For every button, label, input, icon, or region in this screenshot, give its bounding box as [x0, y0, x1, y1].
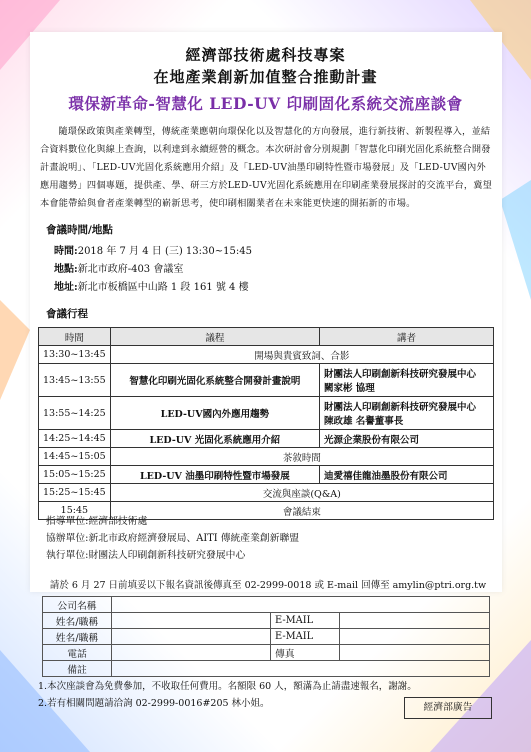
- row-topic: 開場與貴賓致詞、合影: [110, 346, 493, 364]
- name-title-label: 姓名/職稱: [43, 629, 112, 645]
- row-time: 13:55~14:25: [39, 397, 111, 430]
- agenda-table: [38, 327, 494, 520]
- row-speaker-name: 闕家彬 協理: [324, 383, 375, 394]
- name-title-field-1[interactable]: [112, 613, 271, 629]
- meeting-info: [54, 243, 252, 297]
- row-topic: 智慧化印刷光固化系統整合開發計畫說明: [110, 364, 319, 397]
- note-field[interactable]: [112, 661, 490, 677]
- place-label: 地點:: [54, 264, 78, 275]
- row-topic: LED-UV 光固化系統應用介紹: [110, 430, 319, 448]
- table-row: [39, 364, 494, 397]
- notes: [38, 678, 417, 712]
- row-topic: 會議結束: [110, 502, 493, 520]
- phone-label: 電話: [43, 645, 112, 661]
- row-time: 13:30~13:45: [39, 346, 111, 364]
- event-title: 環保新革命-智慧化 LED-UV 印刷固化系統交流座談會: [68, 94, 463, 113]
- exec-unit: 執行單位:財團法人印刷創新科技研究發展中心: [46, 550, 246, 561]
- row-speaker-org: 財團法人印刷創新科技研究發展中心: [324, 369, 477, 380]
- company-label: 公司名稱: [43, 597, 112, 613]
- time-label: 時間:: [54, 246, 78, 257]
- guide-unit: 指導單位:經濟部技術處: [46, 516, 148, 527]
- row-time: 14:45~15:05: [39, 448, 111, 466]
- agenda-heading: 會議行程: [46, 308, 88, 320]
- table-row: [39, 466, 494, 484]
- note-2: 2.若有相關問題請洽詢 02-2999-0016#205 林小姐。: [38, 698, 270, 709]
- phone-field[interactable]: [112, 645, 271, 661]
- row-speaker-org: 光源企業股份有限公司: [320, 430, 494, 448]
- row-topic: LED-UV國內外應用趨勢: [110, 397, 319, 430]
- registration-form: [42, 596, 490, 677]
- meeting-place: 新北市政府-403 會議室: [77, 264, 184, 275]
- email-label: E-MAIL: [271, 613, 340, 629]
- name-title-label: 姓名/職稱: [43, 613, 112, 629]
- email-field-2[interactable]: [340, 629, 490, 645]
- row-topic: LED-UV 油墨印刷特性暨市場發展: [110, 466, 319, 484]
- fax-field[interactable]: [340, 645, 490, 661]
- advertisement-stamp: 經濟部廣告: [404, 697, 492, 719]
- organizer-units: [46, 513, 299, 564]
- intro-paragraph: 隨環保政策與產業轉型，傳統產業應朝向環保化以及智慧化的方向發展，進行新技術、新製程導入，並結合資料數位化與線上查詢，以利達到永續經營的概念。本次研討會分別規劃「智慧化印刷光固化系統整合開發計畫說明」、「LED-UV光固化系統應用介紹」及「LED-UV油墨印刷特性暨市場發展」及「LED-UV國內外應用趨勢」四個專題，提供產、學、研三方於LED-UV光固化系統應用在印刷產業發展探討的交流平台，冀望本會能帶給與會者產業轉型的嶄新思考，使印刷相關業者在未來能更快速的開拓新的市場。: [40, 126, 493, 209]
- note-1: 1.本次座談會為免費參加，不收取任何費用。名額限 60 人，額滿為止請盡速報名，謝謝。: [38, 681, 417, 692]
- table-row: [39, 430, 494, 448]
- row-speaker-org: 財團法人印刷創新科技研究發展中心: [324, 402, 477, 413]
- table-row: [39, 448, 494, 466]
- fax-label: 傳真: [271, 645, 340, 661]
- note-label: 備註: [43, 661, 112, 677]
- row-topic: 交流與座談(Q&A): [110, 484, 493, 502]
- row-time: 15:25~15:45: [39, 484, 111, 502]
- email-label: E-MAIL: [271, 629, 340, 645]
- company-field[interactable]: [112, 597, 490, 613]
- row-speaker-org: 迪愛禧佳龍油墨股份有限公司: [320, 466, 494, 484]
- row-time: 15:45: [39, 502, 111, 520]
- col-speaker: 講者: [320, 328, 494, 346]
- col-time: 時間: [39, 328, 111, 346]
- email-field-1[interactable]: [340, 613, 490, 629]
- table-row: [39, 346, 494, 364]
- meeting-address: 新北市板橋區中山路 1 段 161 號 4 樓: [77, 282, 249, 293]
- row-time: 13:45~13:55: [39, 364, 111, 397]
- meeting-time: 2018 年 7 月 4 日 (三) 13:30~15:45: [77, 246, 252, 257]
- col-topic: 議程: [110, 328, 319, 346]
- addr-label: 地址:: [54, 282, 78, 293]
- table-row: [39, 397, 494, 430]
- program-line2: 在地產業創新加值整合推動計畫: [153, 68, 378, 86]
- program-line1: 經濟部技術處科技專案: [185, 46, 346, 64]
- row-speaker-name: 陳政雄 名譽董事長: [324, 416, 404, 427]
- row-time: 15:05~15:25: [39, 466, 111, 484]
- row-topic: 茶敘時間: [110, 448, 493, 466]
- registration-instructions: 請於 6 月 27 日前填妥以下報名資訊後傳真至 02-2999-0018 或 E-mail 回傳至 amylin@ptri.org.tw: [49, 580, 487, 591]
- meeting-heading: 會議時間/地點: [46, 224, 113, 236]
- row-time: 14:25~14:45: [39, 430, 111, 448]
- table-row: [39, 484, 494, 502]
- name-title-field-2[interactable]: [112, 629, 271, 645]
- co-unit: 協辦單位:新北市政府經濟發展局、AITI 傳統產業創新聯盟: [46, 533, 300, 544]
